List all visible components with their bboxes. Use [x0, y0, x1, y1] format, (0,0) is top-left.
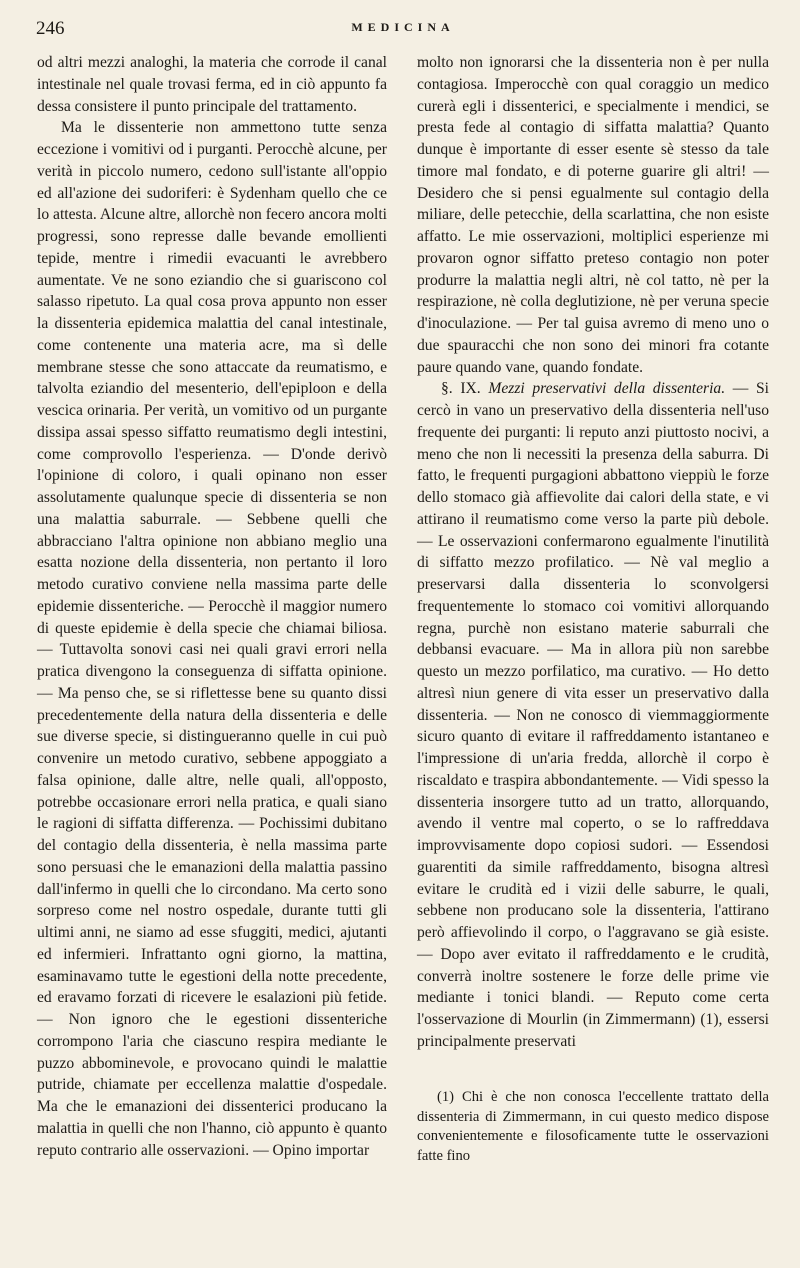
section-paragraph	[417, 378, 769, 1052]
paragraph: molto non ignorarsi che la dissenteria non è per nulla contagiosa. Imperocchè con qual coraggio un medico curerà egli i dissenterici, e specialmente i mendici, se presta fede al contagio di siffatta malattia? Quanto dunque è importante di esser esente sè stesso da tale timore mal fondato, e di poterne guarire gli altri! — Desidero che si pensi egualmente sul contagio della miliare, delle petecchie, della scarlattina, che non esiste affatto. Le mie osservazioni, moltiplici esperienze mi provaron ognor siffatto preteso contagio non poter produrre la malattia negli altri, nè col tatto, nè per la respirazione, nè colla deglutizione, nè per veruna specie d'inoculazione. — Per tal guisa avremo di meno uno o due spauracchi che non sono dei minori fra cotante paure quando vane, quando fondate.	[417, 54, 769, 376]
section-title: Mezzi preservativi della dissenteria.	[488, 380, 726, 398]
page-number: 246	[36, 18, 65, 39]
footnote-text: (1) Chi è che non conosca l'eccellente trattato della dissenteria di Zimmermann, in cui questo medico dispose convenientemente e filosoficamente tutte le osservazioni fatte fino	[417, 1089, 769, 1164]
paragraph: Ma le dissenterie non ammettono tutte senza eccezione i vomitivi od i purganti. Perocchè alcune, per verità in piccolo numero, cedono sull'istante all'oppio ed all'azione dei sudoriferi: è Sydenham quello che ce lo attesta. Alcune altre, allorchè non fecero ancora molti progressi, sono represse dalle bevande emollienti tepide, mentre i rimedii evacuanti le avrebbero aumentate. Ve ne sono eziandio che si guariscono col salasso ripetuto. La qual cosa prova appunto non esser la dissenteria epidemica malattia del canal intestinale, come contenente una materia acre, ma sì delle membrane stesse che sono attaccate da reumatismo, e talvolta eziandio del mesenterio, dell'epiploon e della vescica orinaria. Per verità, un vomitivo od un purgante dissipa assai spesso siffatto reumatismo degli intestini, come comprovollo l'esperienza. — D'onde derivò l'opinione di coloro, i quali opinano non esser assolutamente qualunque specie di dissenteria se non una malattia saburrale. — Sebbene quelli che abbracciano l'altra opinione non abbiano meglio una esatta nozione della dissenteria, non pertanto il loro metodo curativo conviene nella massima parte delle epidemie dissenteriche. — Perocchè il maggior numero di queste epidemie è della specie che chiamai biliosa. — Tuttavolta sonovi casi nei quali gravi errori nella pratica divengono la conseguenza di siffatta opinione. — Ma penso che, se si riflettesse bene su quanto dissi precedentemente della natura della dissenteria e delle sue diverse specie, si distingueranno quelle in cui può convenire un metodo curativo, sebbene appoggiato a falsa opinione, dalle altre, nelle quali, all'opposto, potrebbe occasionare errori nella pratica, e quali siano le ragioni di siffatta differenza. — Pochissimi dubitano del contagio della dissenteria, è nella massima parte sono persuasi che le emanazioni della malattia passino dall'infermo in quelli che lo circondano. Ma certo sono sorpreso come nel nostro ospedale, durante tutti gli ultimi anni, ne siamo ad esse sfuggiti, medici, ajutanti ed infermieri. Infrattanto ogni giorno, la mattina, esaminavamo tutte le egestioni della notte precedente, ed eravamo forzati di ricevere le esalazioni più fetide. — Non ignoro che le egestioni dissenteriche corrompono l'aria che ciascuno respira mediante le puzzo abbominevole, e provocano quindi le malattie putride, chiamate per eccellenza malattie d'ospedale. Ma che le emanazioni dei dissenterici producano la malattia in quelli che non l'hanno, ciò appunto è quanto reputo contrario alle osservazioni. — Opino importar	[37, 119, 387, 1159]
section-number: §. IX.	[441, 380, 481, 398]
right-column	[417, 52, 769, 1053]
footnote	[417, 1088, 769, 1166]
left-column	[37, 52, 387, 1161]
page-header	[36, 16, 770, 44]
paragraph: od altri mezzi analoghi, la materia che corrode il canal intestinale nel quale trovasi ferma, ed in ciò appunto fa dessa consistere il punto principale del trattamento.	[37, 54, 387, 115]
section-body: — Si cercò in vano un preservativo della dissenteria nell'uso frequente dei purganti: li reputo anzi piuttosto nocivi, a meno che non li necessiti la presenza della saburra. Di fatto, le frequenti purgagioni abbattono vieppiù le forze dello stomaco già affievolite dai calori della state, e vi attirano il reumatismo come verso la parte più debole. — Le osservazioni confermarono egualmente l'inutilità di siffatto mezzo profilatico. — Nè val meglio a preservarsi dalla dissenteria lo sconvolgersi frequentemente lo stomaco coi vomitivi allorquando regna, purchè non esistano materie saburrali che debbansi evacuare. — Ma in allora più non sarebbe questo un mezzo porfilatico, ma curativo. — Ho detto altresì niun genere di vita esser un preservativo dalla dissenteria. — Non ne conosco di viemmaggiormente sicuro quanto di evitare il raffreddamento istantaneo e l'impressione di un'aria fredda, allorchè il corpo è riscaldato e traspira abbondantemente. — Vidi spesso la dissenteria insorgere tutto ad un tratto, allorquando, avendo il ventre mal coperto, o se lo raffreddava improvvisamente dopo copiosi sudori. — Essendosi guarentiti da simile raffreddamento, bisogna altresì evitare le crudità ed i vizii delle saburre, le quali, sebbene non producano sole la dissenteria, l'attirano però affievolindo il corpo, o l'aggravano se già esiste. — Dopo aver evitato il raffreddamento e le crudità, converrà inoltre sostenere le forze delle prime vie mediante i tonici blandi. — Reputo come certa l'osservazione di Mourlin (in Zimmermann) (1), essersi principalmente preservati	[417, 380, 770, 1050]
running-head: MEDICINA	[351, 20, 455, 34]
